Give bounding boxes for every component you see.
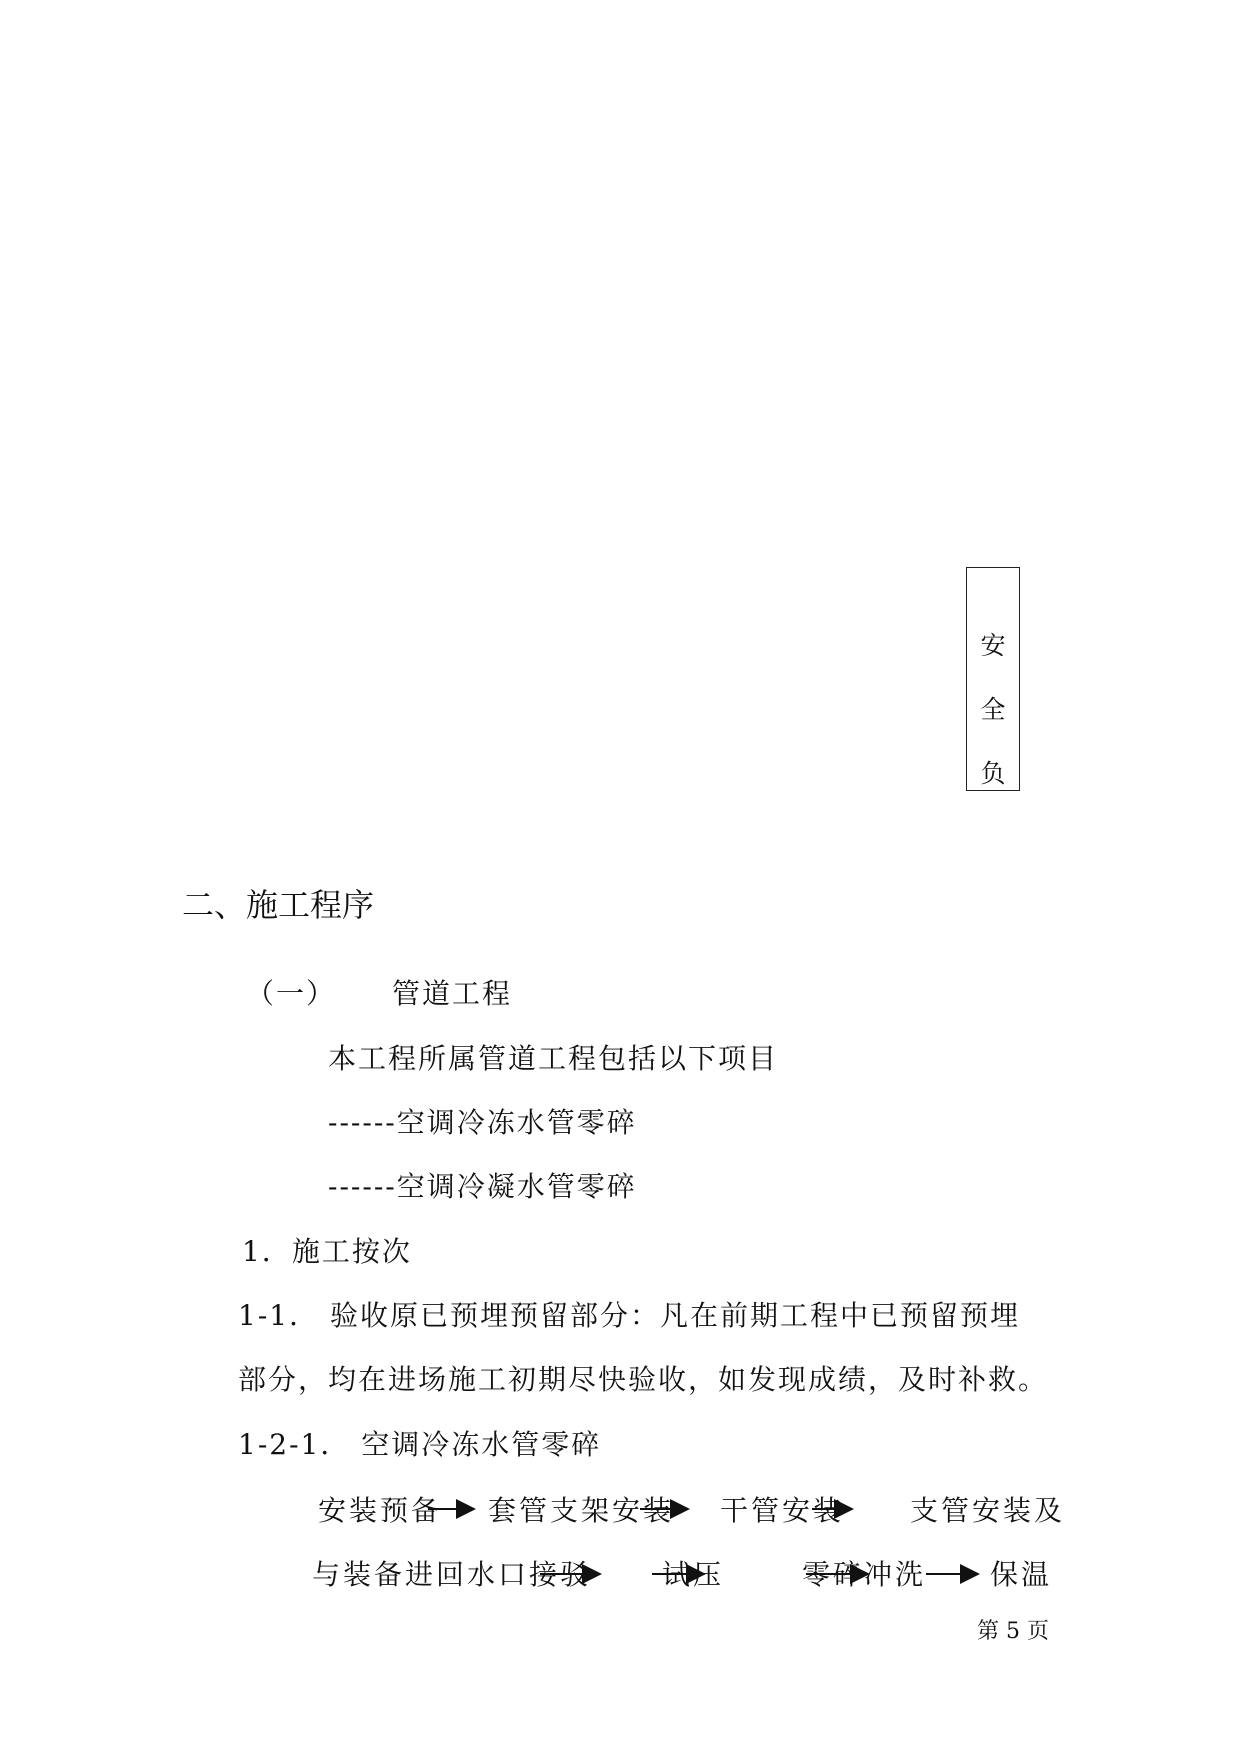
flow-step: 与装备进回水口接驳: [312, 1558, 592, 1591]
section-title: 二、施工程序: [182, 886, 375, 924]
flow-step: 干管安装: [720, 1494, 845, 1527]
side-label-char: 全: [980, 695, 1006, 724]
paragraph-1-1-line1: 1-1． 验收原已预埋预留部分：凡在前期工程中已预留预埋: [238, 1299, 1020, 1332]
paragraph-1-2-1: 1-2-1． 空调冷冻水管零碎: [238, 1428, 602, 1461]
subsection-number: （一）: [246, 977, 337, 1010]
side-label-char: 安: [980, 631, 1006, 660]
page-number: 第 5 页: [977, 1619, 1049, 1644]
paragraph-1-1-line2: 部分，均在进场施工初期尽快验收，如发现成绩，及时补救。: [238, 1363, 1049, 1396]
flow-step: 安装预备: [318, 1494, 443, 1527]
side-label-char: 负: [980, 759, 1006, 788]
flow-step: 支管安装及: [910, 1494, 1066, 1527]
flow-step: 套管支架安装: [488, 1494, 675, 1527]
step-title: 1．施工按次: [242, 1235, 412, 1268]
list-item-chilled-water: ------空调冷冻水管零碎: [328, 1106, 637, 1139]
flow-step: 零碎冲洗: [802, 1558, 927, 1591]
subsection-title: 管道工程: [392, 977, 513, 1010]
intro-paragraph: 本工程所属管道工程包括以下项目: [328, 1042, 779, 1075]
flow-step: 试压: [662, 1558, 725, 1591]
flow-step: 保温: [990, 1558, 1053, 1591]
list-item-condensate: ------空调冷凝水管零碎: [328, 1170, 637, 1203]
